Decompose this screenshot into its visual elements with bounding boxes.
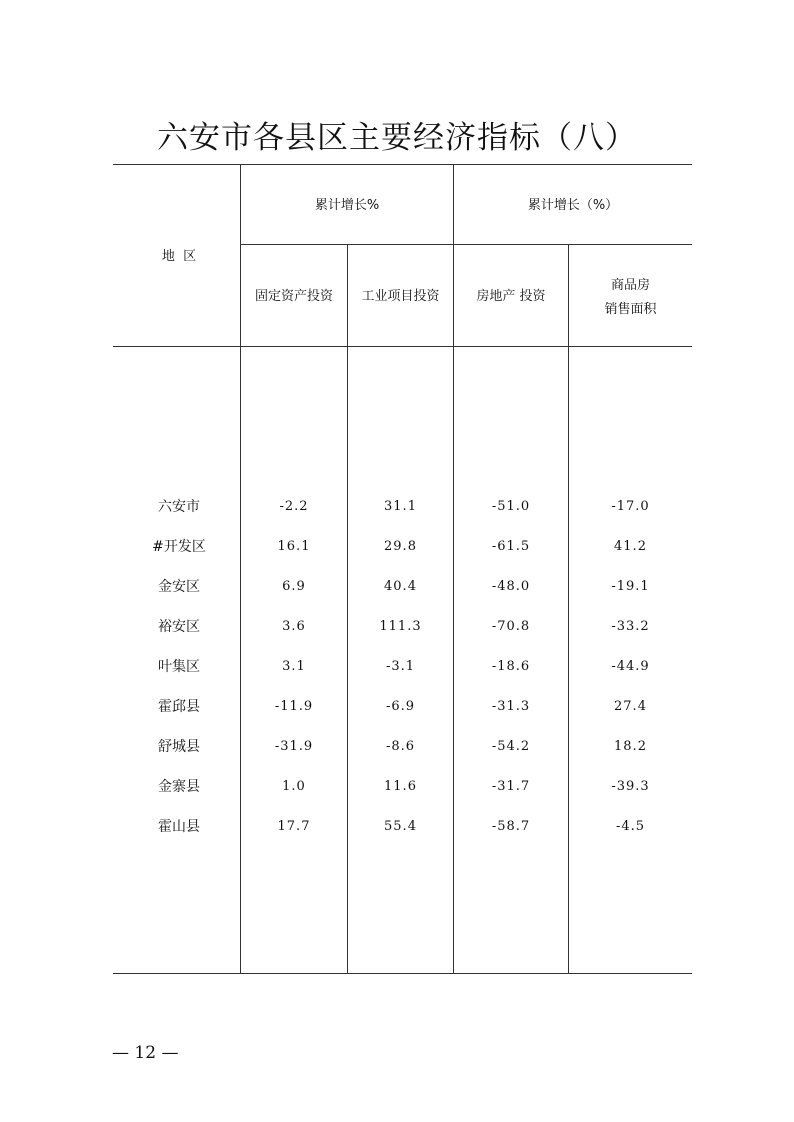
cell-sales-area: -39.3 [611,779,650,794]
cell-industrial: -8.6 [385,739,416,754]
header-group-divider [240,244,692,245]
row-region: 金安区 [158,579,200,595]
cell-real-estate: -58.7 [491,819,531,834]
cell-industrial: 111.3 [379,619,422,634]
cell-sales-area: -33.2 [611,619,650,634]
cell-fixed-asset: 3.1 [282,659,306,674]
cell-sales-area: -17.0 [611,499,650,514]
cell-sales-area: 27.4 [614,699,647,714]
cell-sales-area: 41.2 [614,539,647,554]
cell-fixed-asset: 6.9 [282,579,306,594]
row-region: 叶集区 [158,659,200,675]
cell-industrial: 29.8 [384,539,417,554]
cell-fixed-asset: 3.6 [282,619,306,634]
table-top-border [113,164,692,165]
row-region: 六安市 [158,499,200,515]
row-region: 裕安区 [158,619,200,635]
cell-fixed-asset: 17.7 [277,819,311,834]
cell-industrial: -3.1 [385,659,416,674]
cell-fixed-asset: 16.1 [277,539,311,554]
cell-real-estate: -48.0 [491,579,531,594]
cell-industrial: 40.4 [384,579,417,594]
header-housing-sales-area-line1: 商品房 [610,278,650,293]
cell-industrial: -6.9 [385,699,416,714]
header-real-estate-investment: 房地产 投资 [476,289,546,304]
cell-industrial: 55.4 [384,819,417,834]
cell-sales-area: -44.9 [611,659,650,674]
cell-sales-area: -4.5 [615,819,646,834]
cell-fixed-asset: 1.0 [282,779,306,794]
cell-fixed-asset: -11.9 [274,699,314,714]
column-divider-4 [568,244,569,973]
header-housing-sales-area-line2: 销售面积 [604,302,657,317]
cell-fixed-asset: -31.9 [274,739,314,754]
cell-real-estate: -51.0 [491,499,531,514]
header-region: 地 区 [161,249,197,264]
header-fixed-asset-investment: 固定资产投资 [254,289,333,304]
cell-real-estate: -31.7 [491,779,531,794]
header-group-cumulative-1: 累计增长% [314,198,380,213]
cell-fixed-asset: -2.2 [279,499,309,514]
row-region: 霍山县 [158,819,200,835]
cell-industrial: 31.1 [384,499,417,514]
header-industrial-project-investment: 工业项目投资 [361,289,440,304]
cell-sales-area: 18.2 [614,739,647,754]
cell-real-estate: -18.6 [491,659,531,674]
page-title: 六安市各县区主要经济指标（八） [157,120,637,156]
header-bottom-border [113,346,692,347]
row-region: 金寨县 [158,779,200,795]
cell-real-estate: -54.2 [491,739,531,754]
cell-industrial: 11.6 [384,779,417,794]
row-region: #开发区 [152,539,206,555]
row-region: 霍邱县 [158,699,200,715]
header-group-cumulative-2: 累计增长（%） [527,198,619,213]
cell-real-estate: -61.5 [491,539,531,554]
table-bottom-border [113,973,692,974]
cell-sales-area: -19.1 [611,579,650,594]
cell-real-estate: -70.8 [491,619,531,634]
row-region: 舒城县 [158,739,200,755]
page-number: — 12 — [112,1043,179,1063]
column-divider-2 [347,244,348,973]
cell-real-estate: -31.3 [491,699,531,714]
